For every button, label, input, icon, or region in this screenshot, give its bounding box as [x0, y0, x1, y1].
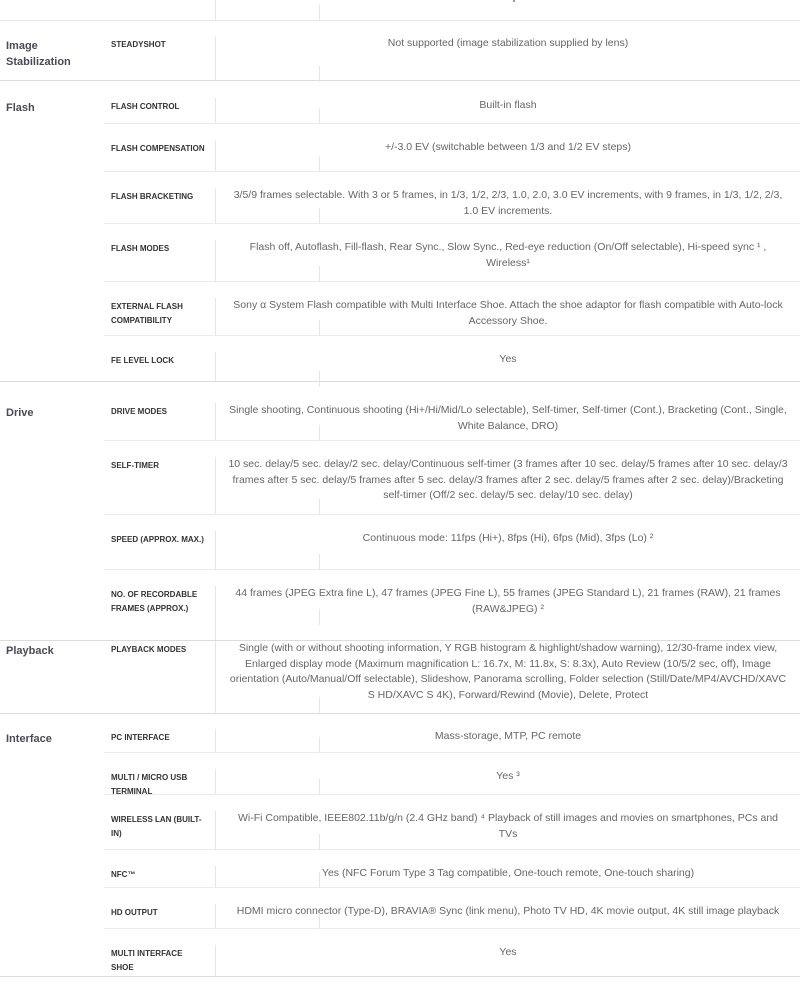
spec-value	[215, 240, 800, 282]
spec-value	[215, 945, 800, 976]
spec-key: PC INTERFACE	[111, 733, 170, 742]
spec-key: HD OUTPUT	[111, 908, 158, 917]
spec-group	[0, 625, 800, 714]
spec-value-text: +/-3.0 EV (switchable between 1/3 and 1/2 EV steps)	[384, 141, 632, 153]
spec-value-text: Flash off, Autoflash, Fill-flash, Rear Sync., Slow Sync., Red-eye reduction (On/Off selectable), Hi-speed sync ¹ , Wireless¹	[249, 241, 767, 269]
column-divider	[319, 66, 320, 82]
column-divider	[319, 499, 320, 515]
column-divider	[319, 425, 320, 441]
spec-row	[104, 441, 800, 515]
spec-value-text: Sony α System Flash compatible with Multi Interface Shoe. Attach the shoe adaptor for flash compatible with Auto-lock Accessory Shoe.	[233, 299, 783, 327]
spec-row	[104, 172, 800, 224]
spec-group	[0, 387, 800, 641]
spec-group	[0, 20, 800, 81]
column-divider	[319, 320, 320, 336]
spec-row	[104, 850, 800, 888]
previous-row-stub	[0, 0, 800, 21]
spec-value-text: 10 sec. delay/5 sec. delay/2 sec. delay/Continuous self-timer (3 frames after 10 sec. delay/5 frames after 10 sec. delay/3 frames after 5 sec. delay/5 frames after 5 sec. delay/3 frames after 2 sec. delay/5 frames after 2 sec. delay)/Bracketing self-timer (Off/2 sec. delay/5 sec. delay/10 sec. delay)	[228, 458, 788, 501]
spec-row	[104, 282, 800, 336]
spec-key: PLAYBACK MODES	[111, 645, 187, 654]
spec-row	[104, 753, 800, 795]
column-divider	[319, 834, 320, 850]
spec-value-text: Single (with or without shooting information, Y RGB histogram & highlight/shadow warning), 12/30-frame index view, Enlarged display mode (Maximum magnification L: 16.7x, M: 11.8x, S: 8.3x), Auto Review (10/5/2 sec, off), Image orientation (Auto/Manual/Off selectable), Slideshow, Panorama scrolling, Folder selection (Still/Date/MP4/AVCHD/XAVC S HD/XAVC S 4K), Forward/Rewind (Movie), Delete, Protect	[229, 642, 787, 701]
spec-group	[0, 713, 800, 977]
spec-value-text: HDMI micro connector (Type-D), BRAVIA® Sync (link menu), Photo TV HD, 4K movie output, 4K still image playback	[236, 905, 780, 917]
spec-value	[215, 904, 800, 929]
spec-value	[215, 866, 800, 888]
category-label: Flash	[6, 102, 35, 114]
spec-key: NO. OF RECORDABLE FRAMES (APPROX.)	[111, 590, 198, 613]
spec-group	[0, 82, 800, 382]
spec-row	[104, 625, 800, 713]
column-divider	[319, 913, 320, 929]
column-divider	[319, 779, 320, 795]
spec-value	[215, 36, 800, 80]
spec-value-text: Continuous mode: 11fps (Hi+), 8fps (Hi), 6fps (Mid), 3fps (Lo) ²	[362, 532, 654, 544]
spec-value-text: Yes	[499, 353, 517, 365]
column-divider	[319, 4, 320, 20]
spec-row	[104, 82, 800, 124]
spec-value	[215, 811, 800, 850]
spec-value	[215, 403, 800, 441]
spec-value-text: 44 frames (JPEG Extra fine L), 47 frames (JPEG Fine L), 55 frames (JPEG Standard L), 21 frames (RAW), 21 frames (RAW&JPEG) ²	[235, 587, 781, 615]
spec-row	[104, 929, 800, 976]
column-divider	[215, 0, 216, 20]
column-divider	[319, 609, 320, 625]
spec-value	[215, 531, 800, 570]
spec-value-text: Yes (NFC Forum Type 3 Tag compatible, One-touch remote, One-touch sharing)	[321, 867, 695, 879]
spec-value	[215, 98, 800, 124]
spec-key: NFC™	[111, 870, 136, 879]
column-divider	[319, 156, 320, 172]
column-divider	[319, 554, 320, 570]
spec-row	[104, 124, 800, 172]
column-divider	[319, 108, 320, 124]
spec-value-text: Mass-storage, MTP, PC remote	[434, 730, 582, 742]
spec-value-text: Wi-Fi Compatible, IEEE802.11b/g/n (2.4 GHz band) ⁴ Playback of still images and movies on smartphones, PCs and TVs	[237, 812, 779, 840]
spec-key: FE LEVEL LOCK	[111, 356, 174, 365]
column-divider	[319, 737, 320, 753]
cell-fragment	[513, 0, 515, 2]
column-divider	[319, 697, 320, 713]
spec-row	[104, 20, 800, 80]
spec-value	[215, 352, 800, 381]
spec-key: MULTI / MICRO USB TERMINAL	[111, 773, 188, 796]
spec-key: WIRELESS LAN (BUILT-IN)	[111, 815, 202, 838]
spec-value	[215, 188, 800, 224]
spec-row	[104, 387, 800, 441]
spec-value	[215, 769, 800, 795]
spec-value-text: Yes	[499, 946, 517, 958]
spec-key: SPEED (APPROX. MAX.)	[111, 535, 204, 544]
column-divider	[319, 872, 320, 888]
spec-key: DRIVE MODES	[111, 407, 168, 416]
spec-key: FLASH COMPENSATION	[111, 144, 205, 153]
spec-key: EXTERNAL FLASH COMPATIBILITY	[111, 302, 183, 325]
category-label: Image Stabilization	[6, 40, 71, 68]
spec-value-text: Single shooting, Continuous shooting (Hi+/Hi/Mid/Lo selectable), Self-timer, Self-timer (Cont.), Bracketing (Cont., Single, White Balance, DRO)	[229, 404, 787, 432]
spec-key: MULTI INTERFACE SHOE	[111, 949, 183, 972]
spec-value	[215, 457, 800, 515]
category-label: Playback	[6, 645, 54, 657]
category-label: Drive	[6, 407, 34, 419]
spec-value	[215, 729, 800, 753]
spec-value	[215, 641, 800, 713]
spec-key: FLASH MODES	[111, 244, 170, 253]
spec-row	[104, 224, 800, 282]
spec-key: FLASH CONTROL	[111, 102, 180, 111]
column-divider	[319, 266, 320, 282]
spec-value	[215, 298, 800, 336]
spec-row	[104, 888, 800, 929]
column-divider	[319, 208, 320, 224]
spec-key: SELF-TIMER	[111, 461, 159, 470]
spec-value	[215, 140, 800, 172]
spec-row	[104, 795, 800, 850]
spec-row	[104, 336, 800, 381]
spec-key: FLASH BRACKETING	[111, 192, 194, 201]
spec-value-text: Not supported (image stabilization supplied by lens)	[387, 37, 629, 49]
spec-value-text: 3/5/9 frames selectable. With 3 or 5 frames, in 1/3, 1/2, 2/3, 1.0, 2.0, 3.0 EV increments, with 9 frames, in 1/3, 1/2, 2/3, 1.0 EV increments.	[233, 189, 783, 217]
spec-value-text: Yes ³	[496, 770, 520, 782]
category-label: Interface	[6, 733, 52, 745]
spec-row	[104, 515, 800, 570]
spec-key: STEADYSHOT	[111, 40, 166, 49]
spec-row	[104, 713, 800, 753]
column-divider	[319, 371, 320, 387]
spec-value-text: Built-in flash	[479, 99, 537, 111]
